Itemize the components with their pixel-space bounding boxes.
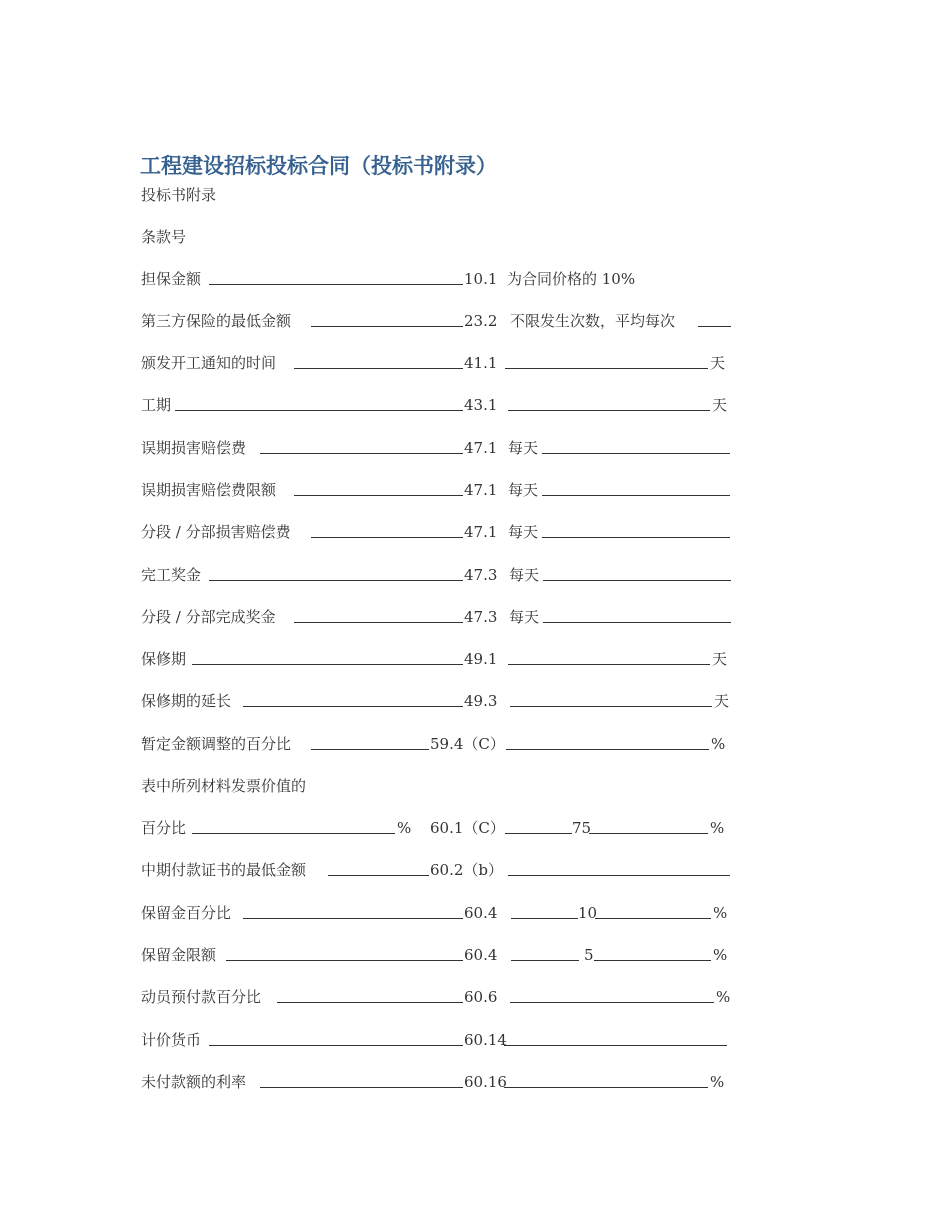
clause-number: 60.1（C） <box>430 819 505 837</box>
clause-number: 60.4 <box>464 946 498 964</box>
row-label: 中期付款证书的最低金额 <box>141 861 307 879</box>
fill-line[interactable] <box>542 453 730 454</box>
row-label: 动员预付款百分比 <box>141 988 262 1006</box>
clause-number: 49.3 <box>464 692 498 710</box>
fill-line[interactable] <box>511 918 578 919</box>
clause-number: 47.1 <box>464 439 498 457</box>
fill-line[interactable] <box>243 918 463 919</box>
table-row <box>141 564 733 586</box>
row-label: 保留金百分比 <box>141 904 232 922</box>
fill-line[interactable] <box>175 410 463 411</box>
fill-line[interactable] <box>508 664 710 665</box>
fill-line[interactable] <box>510 706 712 707</box>
fill-line[interactable] <box>510 1002 714 1003</box>
table-row <box>141 1071 733 1093</box>
row-label: 误期损害赔偿费 <box>141 439 247 457</box>
fill-line[interactable] <box>260 1087 463 1088</box>
fill-line[interactable] <box>511 960 579 961</box>
row-label: 分段 / 分部完成奖金 <box>141 608 276 626</box>
row-label: 第三方保险的最低金额 <box>141 312 292 330</box>
fill-line[interactable] <box>260 453 463 454</box>
row-prefix: 每天 <box>508 481 539 499</box>
fill-line[interactable] <box>277 1002 463 1003</box>
fill-value: 75 <box>572 819 592 837</box>
row-label: 误期损害赔偿费限额 <box>141 481 277 499</box>
clause-number: 60.4 <box>464 904 498 922</box>
subtitle: 投标书附录 <box>141 186 217 204</box>
unit-suffix: 天 <box>710 354 726 372</box>
row-label: 工期 <box>141 396 172 414</box>
unit-suffix: 天 <box>712 396 728 414</box>
table-row <box>141 690 733 712</box>
fill-line[interactable] <box>311 537 463 538</box>
fill-line[interactable] <box>192 664 463 665</box>
fill-line[interactable] <box>328 875 429 876</box>
fill-line[interactable] <box>543 580 731 581</box>
table-row <box>141 902 733 924</box>
clause-number: 60.16 <box>464 1073 507 1091</box>
fill-line[interactable] <box>209 284 463 285</box>
clause-number: 59.4（C） <box>430 735 505 753</box>
row-label: 百分比 <box>141 819 187 837</box>
table-row <box>141 352 733 374</box>
clause-number: 43.1 <box>464 396 498 414</box>
clause-number: 41.1 <box>464 354 498 372</box>
unit-suffix: % <box>711 735 726 753</box>
table-row <box>141 1029 733 1051</box>
table-row <box>141 437 733 459</box>
clause-number: 47.3 <box>464 566 498 584</box>
page-title: 工程建设招标投标合同（投标书附录） <box>140 154 497 178</box>
unit-suffix: 天 <box>714 692 730 710</box>
fill-line[interactable] <box>508 410 710 411</box>
clause-number: 47.1 <box>464 481 498 499</box>
clause-header: 条款号 <box>141 228 187 246</box>
fill-line[interactable] <box>542 495 730 496</box>
row-label: 完工奖金 <box>141 566 202 584</box>
row-label: 未付款额的利率 <box>141 1073 247 1091</box>
clause-number: 60.14 <box>464 1031 507 1049</box>
fill-line[interactable] <box>594 960 711 961</box>
unit-suffix: % <box>716 988 731 1006</box>
table-row <box>141 986 733 1008</box>
clause-number: 23.2 <box>464 312 498 330</box>
fill-line[interactable] <box>698 326 731 327</box>
fill-line[interactable] <box>504 1087 708 1088</box>
table-row <box>141 859 733 881</box>
row-prefix: 每天 <box>508 523 539 541</box>
table-row <box>141 606 733 628</box>
row-value: 不限发生次数，平均每次 <box>510 312 676 330</box>
unit-suffix: % <box>397 819 412 837</box>
row-prefix: 每天 <box>508 439 539 457</box>
row-label: 保修期 <box>141 650 187 668</box>
row-prefix: 每天 <box>509 608 540 626</box>
fill-value: 5 <box>584 946 594 964</box>
fill-line[interactable] <box>311 749 429 750</box>
clause-number: 47.3 <box>464 608 498 626</box>
fill-line[interactable] <box>589 833 708 834</box>
unit-suffix: % <box>713 946 728 964</box>
fill-value: 10 <box>578 904 598 922</box>
clause-number: 60.6 <box>464 988 498 1006</box>
fill-line[interactable] <box>209 1045 463 1046</box>
row-label: 分段 / 分部损害赔偿费 <box>141 523 291 541</box>
table-row <box>141 521 733 543</box>
unit-suffix: % <box>710 819 725 837</box>
clause-number: 47.1 <box>464 523 498 541</box>
fill-line[interactable] <box>294 495 463 496</box>
row-label: 担保金额 <box>141 270 202 288</box>
table-row <box>141 817 733 839</box>
table-row <box>141 310 733 332</box>
fill-line[interactable] <box>508 875 730 876</box>
fill-line[interactable] <box>311 326 463 327</box>
clause-number: 60.2（b） <box>430 861 504 879</box>
row-label: 颁发开工通知的时间 <box>141 354 277 372</box>
unit-suffix: % <box>710 1073 725 1091</box>
unit-suffix: 天 <box>712 650 728 668</box>
clause-number: 10.1 <box>464 270 498 288</box>
fill-line[interactable] <box>192 833 395 834</box>
table-row <box>141 268 733 290</box>
fill-line[interactable] <box>243 706 463 707</box>
fill-line[interactable] <box>226 960 463 961</box>
table-row <box>141 944 733 966</box>
row-label: 保修期的延长 <box>141 692 232 710</box>
table-row <box>141 394 733 416</box>
unit-suffix: % <box>713 904 728 922</box>
fill-line[interactable] <box>595 918 711 919</box>
fill-line[interactable] <box>504 1045 727 1046</box>
fill-line[interactable] <box>294 622 463 623</box>
fill-line[interactable] <box>542 537 730 538</box>
fill-line[interactable] <box>294 368 463 369</box>
table-row <box>141 479 733 501</box>
row-prefix: 每天 <box>509 566 540 584</box>
fill-line[interactable] <box>209 580 463 581</box>
fill-line[interactable] <box>505 368 708 369</box>
multiline-label: 表中所列材料发票价值的 <box>141 777 307 795</box>
table-row <box>141 733 733 755</box>
row-label: 暂定金额调整的百分比 <box>141 735 292 753</box>
row-label: 保留金限额 <box>141 946 217 964</box>
table-row <box>141 648 733 670</box>
row-value: 为合同价格的 10% <box>507 270 636 288</box>
fill-line[interactable] <box>506 749 709 750</box>
fill-line[interactable] <box>505 833 572 834</box>
row-label: 计价货币 <box>141 1031 202 1049</box>
clause-number: 49.1 <box>464 650 498 668</box>
fill-line[interactable] <box>543 622 731 623</box>
